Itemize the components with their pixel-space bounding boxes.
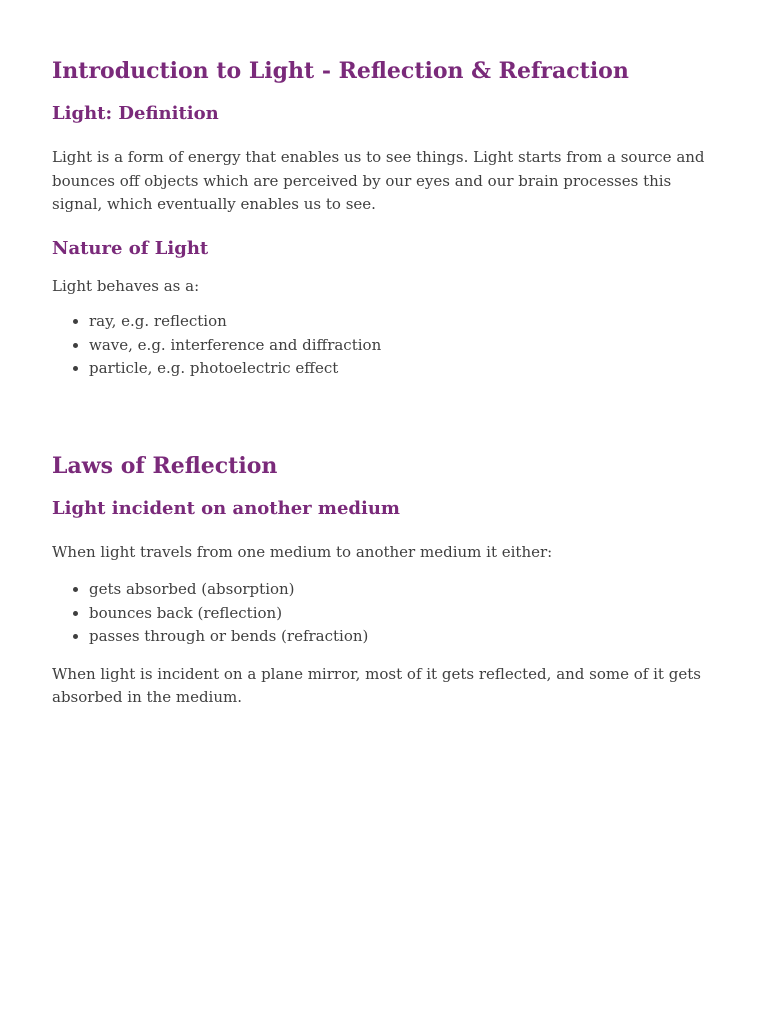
paragraph-light-travels: When light travels from one medium to another medium it either: (52, 542, 553, 561)
section-title-laws-of-reflection: Laws of Reflection (52, 452, 278, 479)
list-item: • passes through or bends (refraction) (89, 625, 716, 649)
section-title-introduction: Introduction to Light - Reflection & Refraction (52, 58, 629, 84)
list-light-incident (52, 578, 716, 649)
list-item: • bounces back (reflection) (89, 602, 716, 626)
heading-light-incident: Light incident on another medium (52, 497, 400, 519)
list-item: • gets absorbed (absorption) (89, 578, 716, 602)
heading-light-definition: Light: Definition (52, 103, 219, 124)
paragraph-light-behaves: Light behaves as a: (52, 276, 200, 295)
list-nature-of-light (52, 310, 716, 381)
list-item: • ray, e.g. reflection (89, 310, 716, 334)
paragraph-plane-mirror: When light is incident on a plane mirror, most of it gets reflected, and some of it gets absorbed in the medium. (52, 664, 701, 706)
heading-nature-of-light: Nature of Light (52, 237, 209, 259)
list-item: • particle, e.g. photoelectric effect (89, 357, 716, 381)
list-item: • wave, e.g. interference and diffraction (89, 334, 716, 358)
paragraph-light-definition: Light is a form of energy that enables us to see things. Light starts from a source and bounces off objects which are perceived by our eyes and our brain processes this signal, which eventually enables us to see. (52, 148, 705, 213)
